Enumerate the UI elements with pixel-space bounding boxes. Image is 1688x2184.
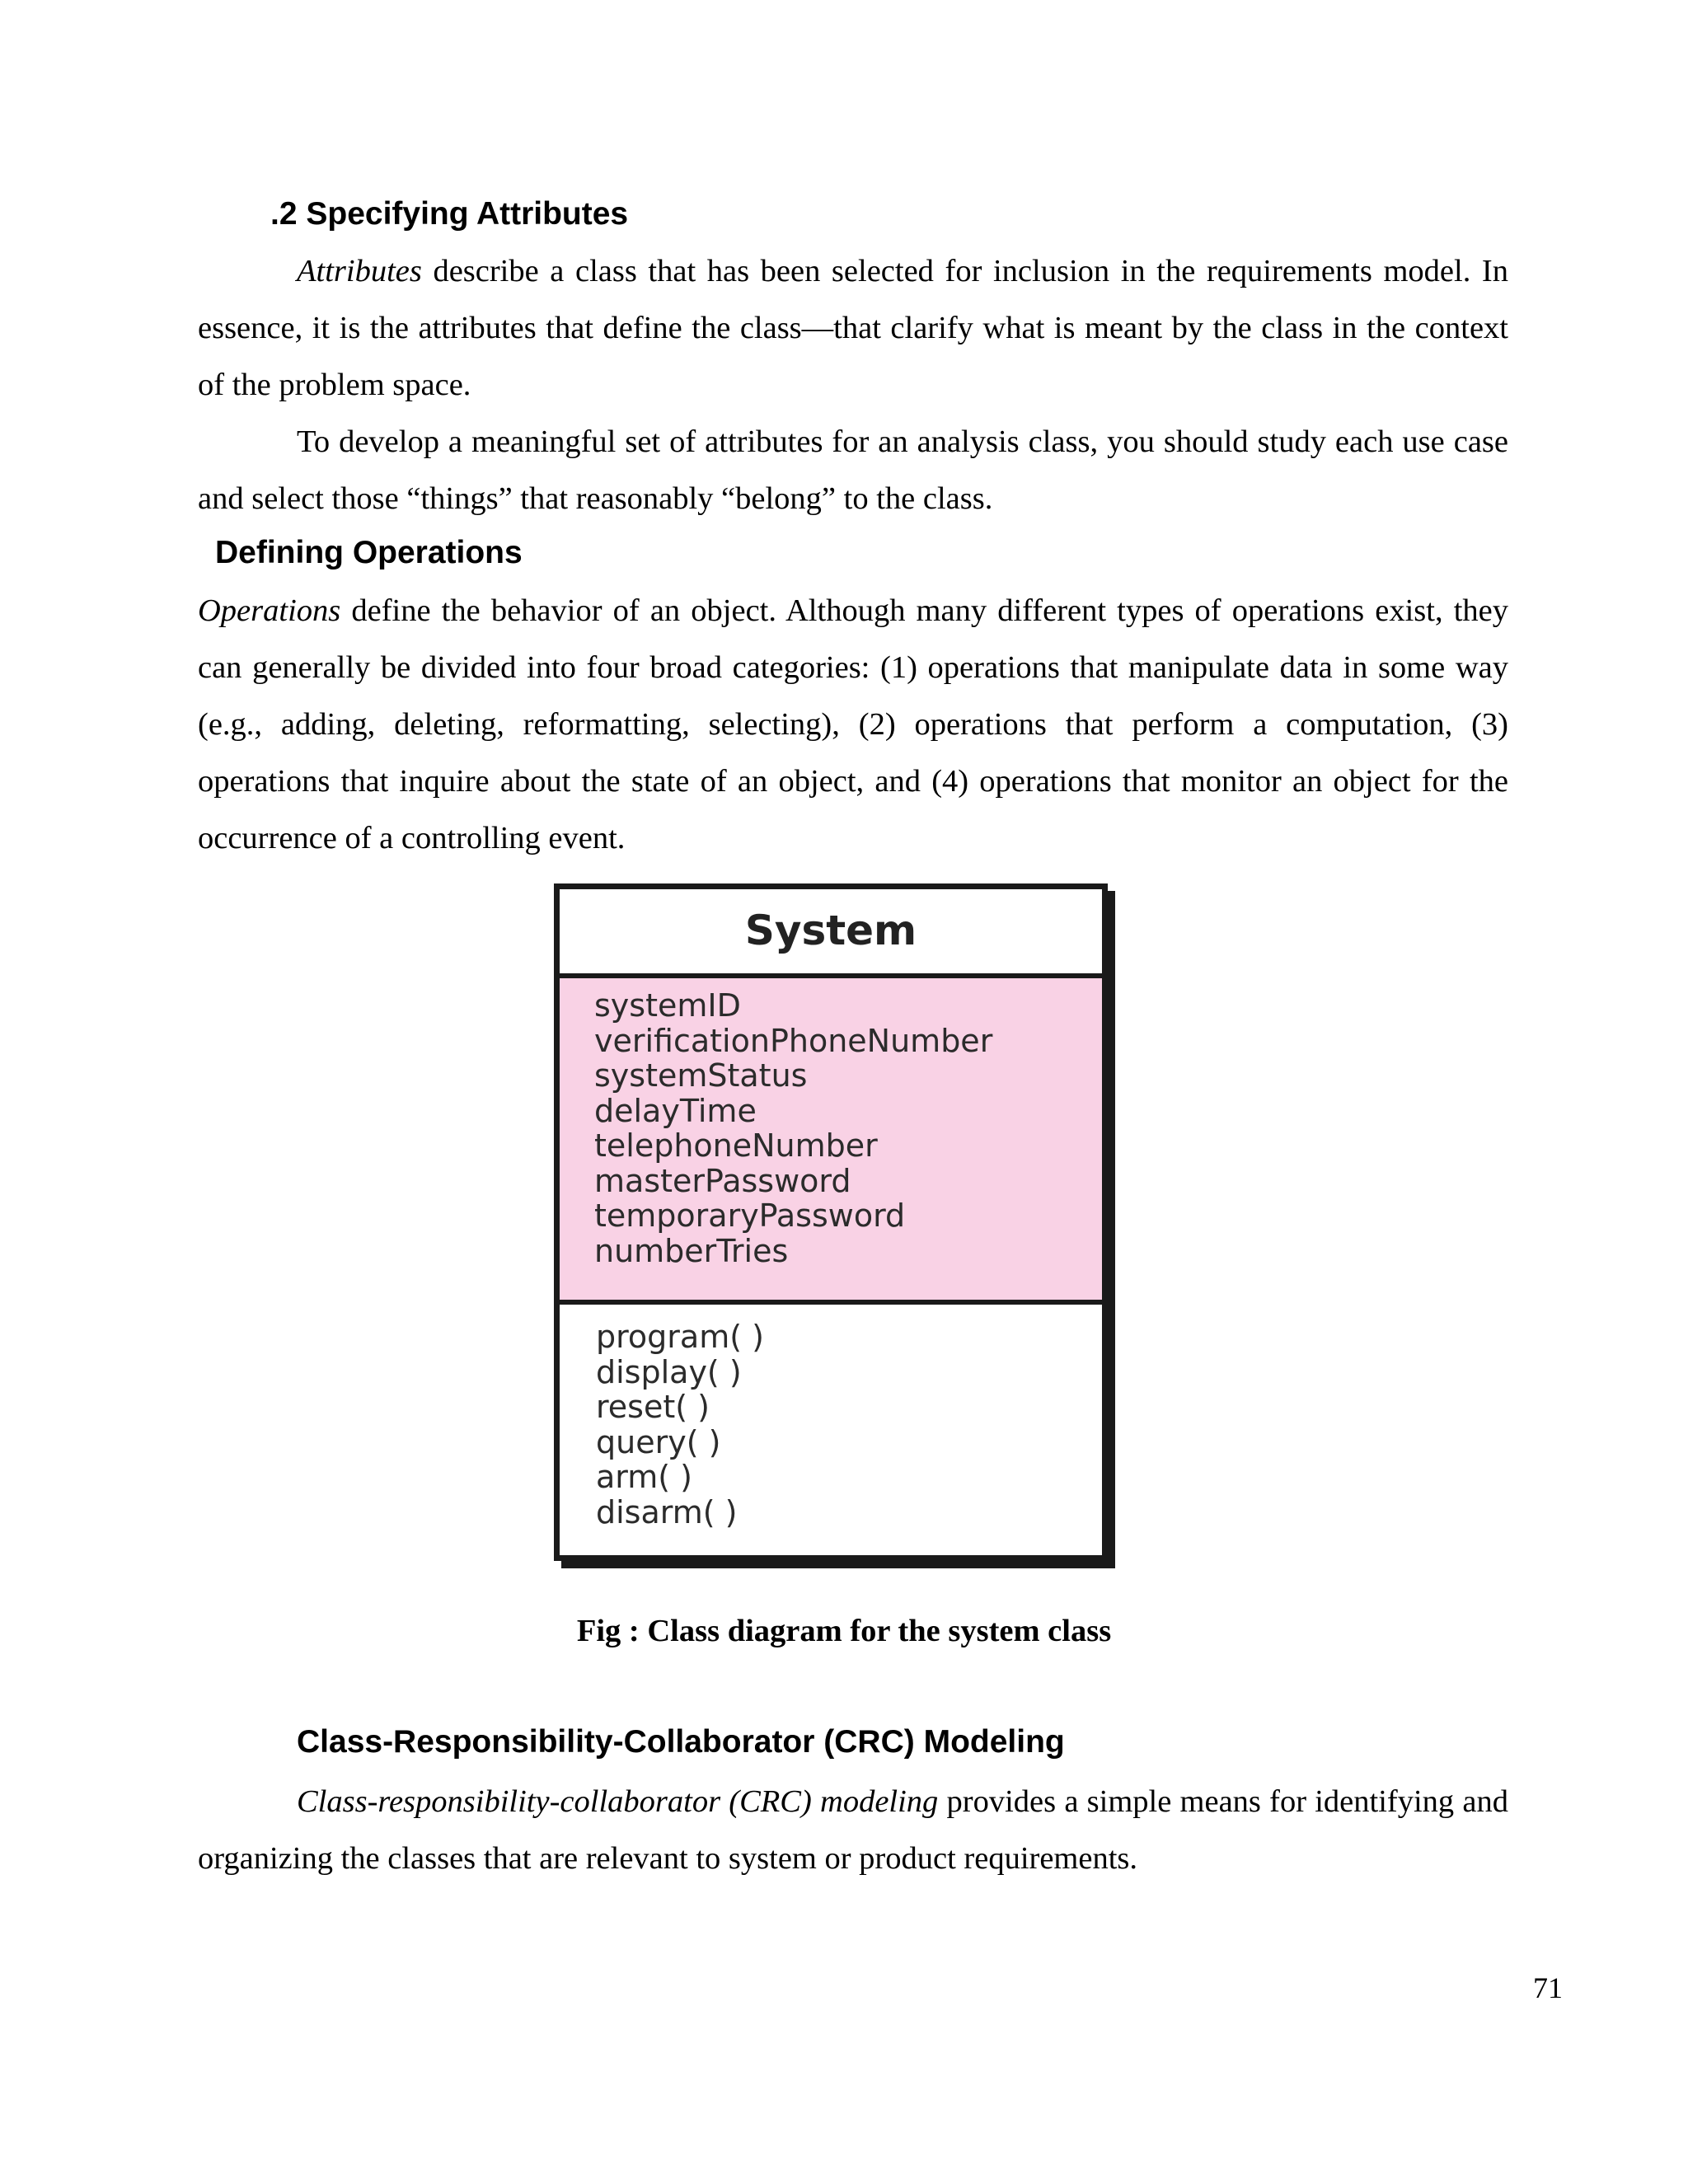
heading-defining-operations: Defining Operations: [215, 535, 523, 570]
uml-operation: query( ): [596, 1423, 721, 1460]
uml-attribute: numberTries: [594, 1232, 789, 1269]
attributes-term: Attributes: [297, 254, 422, 288]
uml-attribute: systemID: [594, 987, 741, 1024]
operations-paragraph-text: define the behavior of an object. Although many different types of operations exist, they can generally be divided into four broad categories: (1) operations that manipulate data in some way (e.g., adding, deleting, reformatting, selecting), (2) operations that perform a computation, (3) operations that inquire about the state of an object, and (4) operations that monitor an object for the occurrence of a controlling event.: [198, 593, 1508, 855]
uml-attribute: telephoneNumber: [594, 1127, 878, 1164]
uml-attribute: delayTime: [594, 1092, 757, 1129]
crc-paragraph-text: provides a simple means for identifying and organizing the classes that are relevant to system or product requirements.: [198, 1784, 1508, 1876]
uml-attributes-compartment: [560, 978, 1102, 1305]
attributes-paragraph-1-text: describe a class that has been selected for inclusion in the requirements model. In essence, it is the attributes that define the class—that clarify what is meant by the class in the context of the problem space.: [198, 254, 1508, 402]
uml-operation: arm( ): [596, 1459, 692, 1495]
heading-crc-modeling: Class-Responsibility-Collaborator (CRC) Modeling: [297, 1724, 1065, 1760]
uml-operations-compartment: [560, 1305, 1102, 1530]
uml-class-box: [554, 883, 1108, 1561]
uml-operation: program( ): [596, 1319, 764, 1355]
crc-paragraph: [198, 1774, 1508, 1887]
uml-attribute: verificationPhoneNumber: [594, 1022, 993, 1059]
page-number: 71: [1533, 1971, 1563, 2004]
uml-operation: display( ): [596, 1353, 742, 1390]
attributes-paragraph-2-text: To develop a meaningful set of attributes for an analysis class, you should study each use case and select those “things” that reasonably “belong” to the class.: [198, 424, 1508, 516]
uml-operation: reset( ): [596, 1389, 710, 1425]
uml-attribute: masterPassword: [594, 1162, 851, 1199]
attributes-paragraph-2: [198, 414, 1508, 527]
uml-attribute: temporaryPassword: [594, 1197, 906, 1234]
crc-term: Class-responsibility-collaborator (CRC) modeling: [297, 1784, 939, 1819]
operations-term: Operations: [198, 593, 341, 628]
figure-caption: Fig : Class diagram for the system class: [576, 1614, 1112, 1648]
uml-class-name: System: [560, 889, 1102, 978]
attributes-paragraph-1: [198, 243, 1508, 414]
heading-specifying-attributes: .2 Specifying Attributes: [270, 196, 629, 232]
uml-operation: disarm( ): [596, 1493, 738, 1530]
uml-attribute: systemStatus: [594, 1057, 808, 1094]
operations-paragraph: [198, 583, 1508, 867]
